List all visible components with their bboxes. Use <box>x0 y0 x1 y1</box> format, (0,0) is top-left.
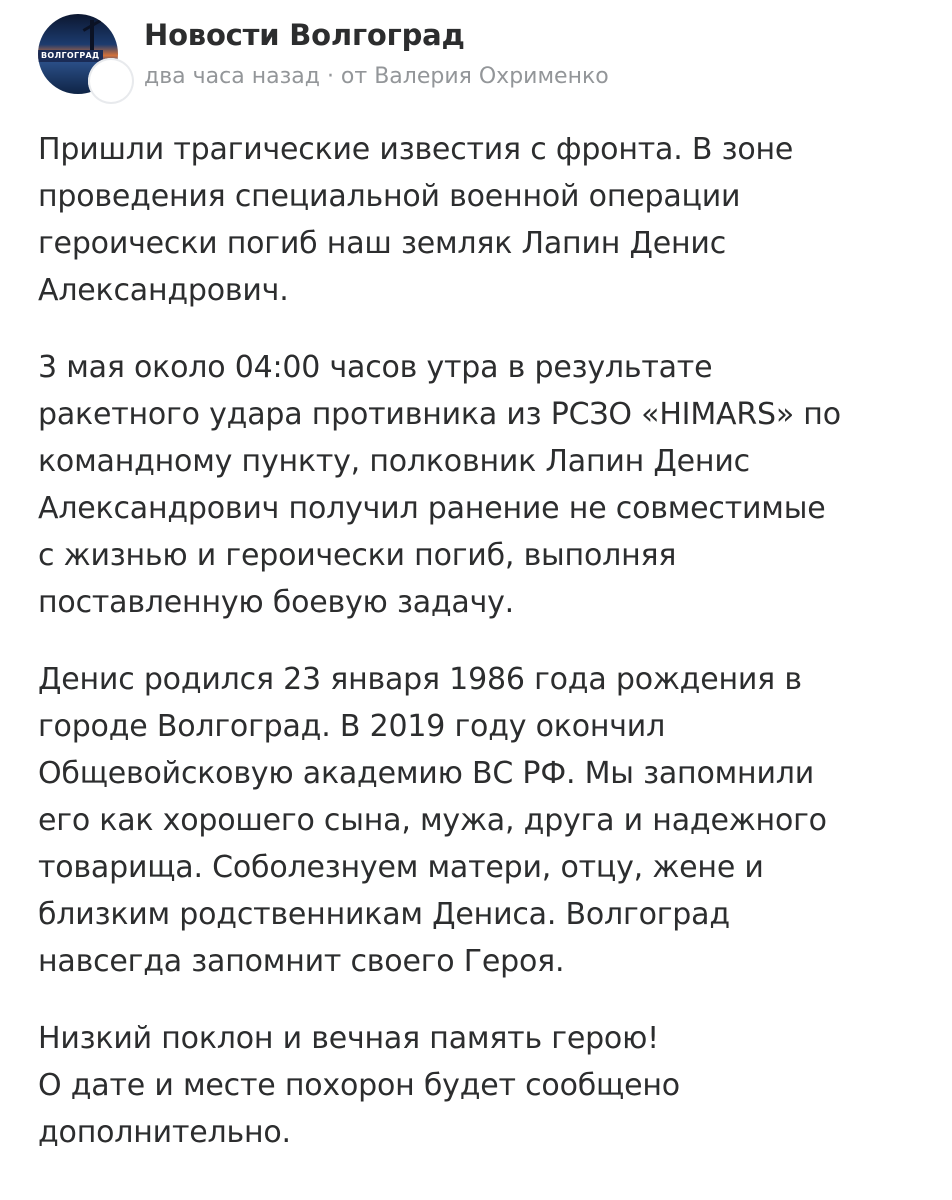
paragraph-2 <box>38 344 918 626</box>
avatar-badge <box>88 58 134 104</box>
text-line: близким родственникам Дениса. Волгоград <box>38 897 730 932</box>
text-line: 3 мая около 04:00 часов утра в результате <box>38 350 713 385</box>
text-line: Александрович. <box>38 273 289 308</box>
post-text <box>38 126 918 1156</box>
text-line: поставленную боевую задачу. <box>38 585 515 620</box>
text-line: товарища. Соболезнуем матери, отцу, жене и <box>38 850 764 885</box>
text-line: городе Волгоград. В 2019 году окончил <box>38 709 666 744</box>
text-line: его как хорошего сына, мужа, друга и надежного <box>38 803 827 838</box>
post-meta: два часа назад · от Валерия Охрименко <box>144 64 609 89</box>
community-name[interactable]: Новости Волгоград <box>144 18 465 52</box>
text-line: О дате и месте похорон будет сообщено <box>38 1068 680 1103</box>
text-line: проведения специальной военной операции <box>38 179 741 214</box>
text-line: командному пункту, полковник Лапин Денис <box>38 444 750 479</box>
text-line: Александрович получил ранение не совместимые <box>38 491 826 526</box>
text-line: Пришли трагические известия с фронта. В зоне <box>38 132 794 167</box>
avatar-logo-text: ВОЛГОГРАД <box>38 50 103 62</box>
text-line: навсегда запомнит своего Героя. <box>38 944 565 979</box>
text-line: Денис родился 23 января 1986 года рождения в <box>38 662 802 697</box>
text-line: героически погиб наш земляк Лапин Денис <box>38 226 727 261</box>
post-header <box>38 14 918 106</box>
text-line: дополнительно. <box>38 1115 291 1150</box>
paragraph-4 <box>38 1015 918 1156</box>
text-line: Низкий поклон и вечная память герою! <box>38 1021 659 1056</box>
paragraph-1 <box>38 126 918 314</box>
paragraph-3 <box>38 656 918 985</box>
text-line: Общевойсковую академию ВС РФ. Мы запомнили <box>38 756 815 791</box>
text-line: ракетного удара противника из РСЗО «HIMARS» по <box>38 397 841 432</box>
text-line: с жизнью и героически погиб, выполняя <box>38 538 677 573</box>
